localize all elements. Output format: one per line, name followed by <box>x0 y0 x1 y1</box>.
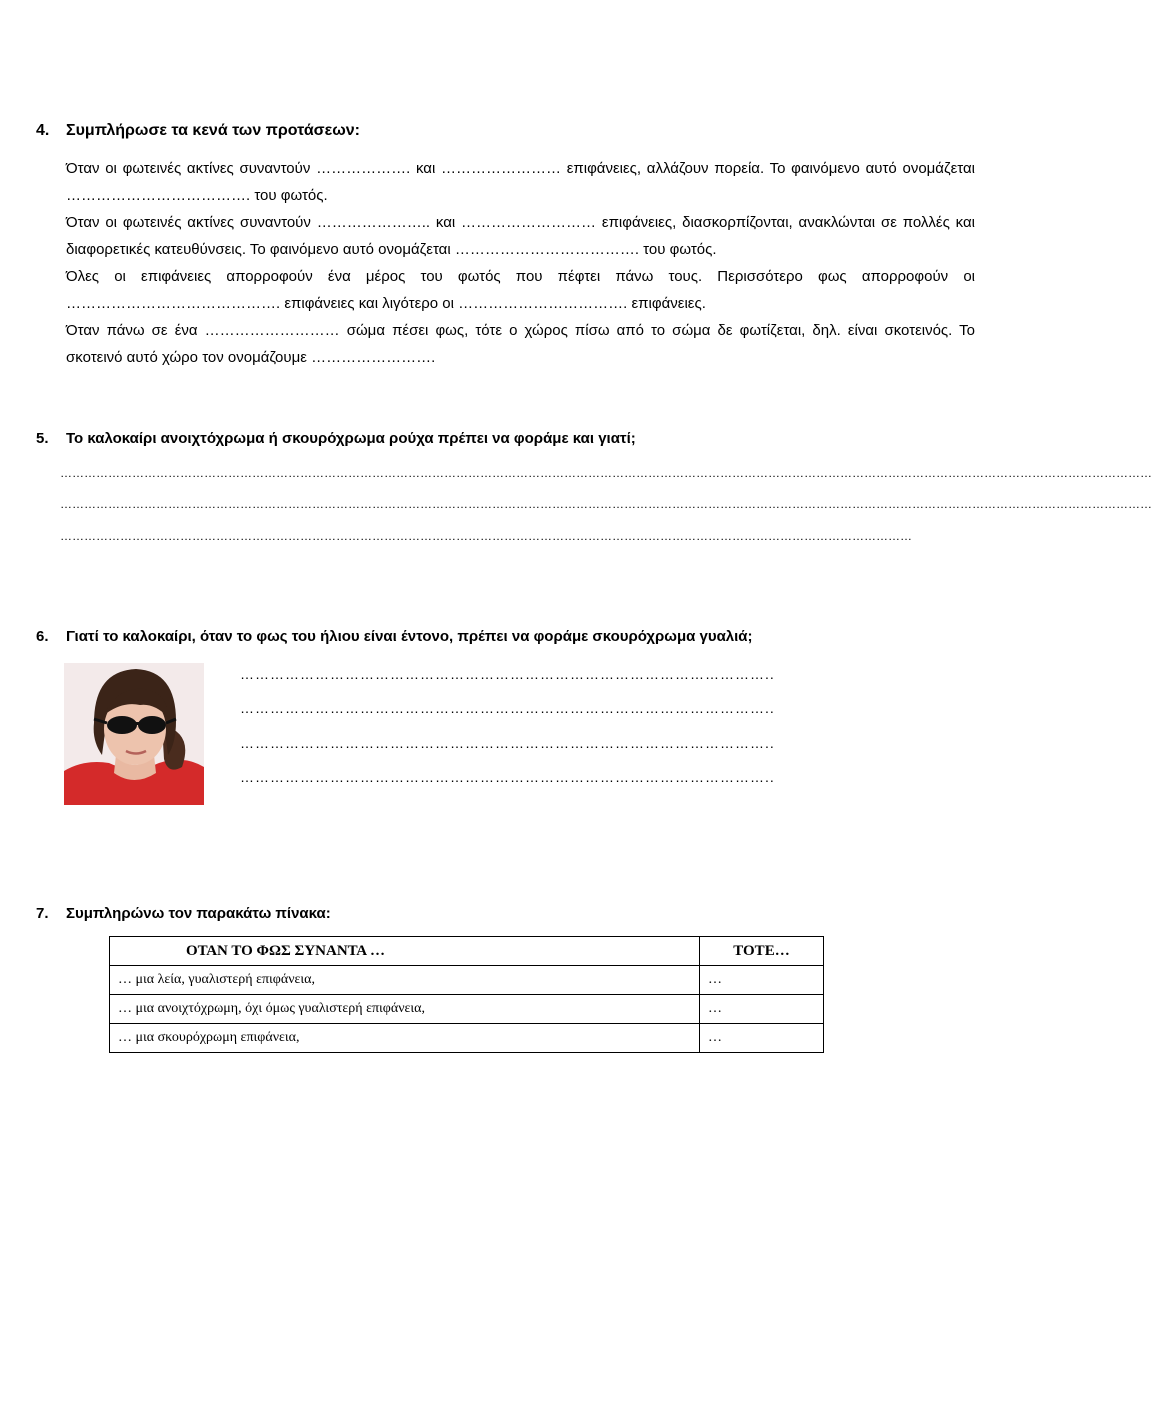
fill-blank-sentence-1[interactable]: Όταν οι φωτεινές ακτίνες συναντούν ………………. και …………………… επιφάνειες, αλλάζουν πορεία. Το φαινόμενο αυτό ονομάζεται ………………………………. του φωτός. <box>66 160 975 204</box>
fill-blank-sentence-2[interactable]: Όταν οι φωτεινές ακτίνες συναντούν ………………….. και ……………………… επιφάνειες, διασκορπίζονται, ανακλώνται σε πολλές και διαφορετικές κατευθύνσεις. Το φαινόμενο αυτό ονομάζεται ………………………………. του φωτός. <box>66 214 975 258</box>
question-text: Γιατί το καλοκαίρι, όταν το φως του ήλιου είναι έντονο, πρέπει να φοράμε σκουρόχρωμα γυαλιά; <box>66 628 753 645</box>
answer-line[interactable]: …………………………………………………………………………………………….. <box>240 769 775 785</box>
question-number: 5. <box>36 430 49 447</box>
question-number: 7. <box>36 905 49 922</box>
photo-illustration <box>64 663 204 805</box>
question-number: 6. <box>36 628 49 645</box>
table-header-then: ΤΟΤΕ… <box>700 937 824 966</box>
table-cell-answer[interactable]: … <box>700 966 824 995</box>
question-5-title <box>36 430 636 447</box>
light-surface-table <box>109 936 824 1053</box>
question-4-title <box>36 122 360 140</box>
table-row <box>110 995 824 1024</box>
table-row <box>110 966 824 995</box>
answer-line[interactable]: ………………………………………………………………………………………………………………………………………………………………………………………………………………………………………………… <box>60 466 1152 480</box>
table-header-when-light-meets: ΟΤΑΝ ΤΟ ΦΩΣ ΣΥΝΑΝΤΑ … <box>110 937 700 966</box>
answer-line[interactable]: …………………………………………………………………………………………….. <box>240 666 775 682</box>
question-text: Συμπληρώνω τον παρακάτω πίνακα: <box>66 905 331 922</box>
table-row <box>110 1024 824 1053</box>
question-text: Συμπλήρωσε τα κενά των προτάσεων: <box>66 122 360 139</box>
question-7-title <box>36 905 331 922</box>
table-cell-answer[interactable]: … <box>700 1024 824 1053</box>
question-6-title <box>36 628 753 645</box>
answer-line[interactable]: …………………………………………………………………………………………….. <box>240 700 775 716</box>
question-text: Το καλοκαίρι ανοιχτόχρωμα ή σκουρόχρωμα ρούχα πρέπει να φοράμε και γιατί; <box>66 430 636 447</box>
table-header-row <box>110 937 824 966</box>
answer-line[interactable]: ………………………………………………………………………………………………………………………………………………………………………………………………………………………………………………… <box>60 497 1152 511</box>
table-cell-surface: … μια σκουρόχρωμη επιφάνεια, <box>110 1024 700 1053</box>
answer-line[interactable]: …………………………………………………………………………………………….. <box>240 735 775 751</box>
table-cell-surface: … μια λεία, γυαλιστερή επιφάνεια, <box>110 966 700 995</box>
table-cell-surface: … μια ανοιχτόχρωμη, όχι όμως γυαλιστερή επιφάνεια, <box>110 995 700 1024</box>
question-number: 4. <box>36 122 50 139</box>
table-cell-answer[interactable]: … <box>700 995 824 1024</box>
answer-line[interactable]: …………………………………………………………………………………………………………………………………………………………………………………………… <box>60 529 912 543</box>
fill-blank-sentence-4[interactable]: Όταν πάνω σε ένα ……………………… σώμα πέσει φως, τότε ο χώρος πίσω από το σώμα δε φωτίζεται, δηλ. είναι σκοτεινός. Το σκοτεινό αυτό χώρο τον ονομάζουμε ……………………. <box>66 322 975 366</box>
child-with-sunglasses-photo <box>64 663 204 805</box>
fill-blank-sentence-3[interactable]: Όλες οι επιφάνειες απορροφούν ένα μέρος του φωτός που πέφτει πάνω τους. Περισσότερο φως απορροφούν οι ……………………………………. επιφάνειες και λιγότερο οι ……………………………. επιφάνειες. <box>66 268 975 312</box>
